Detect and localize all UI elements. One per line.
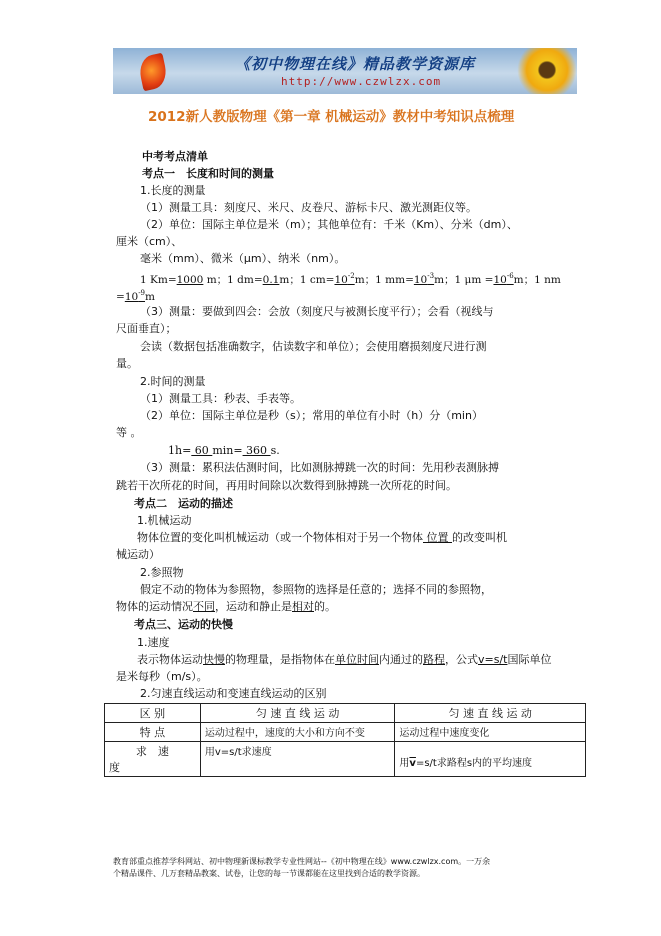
table-cell <box>105 742 201 777</box>
conv-text: m；1 μm = <box>434 274 494 286</box>
table-cell: 运动过程中，速度的大小和方向不变 <box>200 723 395 742</box>
cell-text: 用 <box>399 758 410 769</box>
cell-text: =s/t求路程s内的平均速度 <box>415 758 533 769</box>
time-tools: （1）测量工具：秒表、手表等。 <box>140 392 301 405</box>
speed-keyword: 路程 <box>423 653 445 666</box>
ref-text: ，运动和静止是 <box>215 600 292 613</box>
kp2-sub-reference: 2.参照物 <box>140 566 184 579</box>
conv-text: m；1 mm= <box>354 274 414 286</box>
conv-text: m <box>145 291 155 303</box>
banner-url[interactable]: http://www.czwlzx.com <box>281 75 442 88</box>
kp1-sub-length: 1.长度的测量 <box>140 184 206 197</box>
conv-text: min= <box>212 444 243 457</box>
conv-text: m；1 dm= <box>203 274 263 286</box>
time-conversion <box>168 444 280 458</box>
conv-text: m；1 nm <box>513 274 561 286</box>
conv-value-um: $10^{-6}$ <box>493 272 514 286</box>
conv-text: = <box>116 291 125 303</box>
length-tools: （1）测量工具：刻度尺、米尺、皮卷尺、游标卡尺、激光测距仪等。 <box>140 201 477 214</box>
speed-text: 国际单位 <box>507 653 552 666</box>
kp3-sub-compare: 2.匀速直线运动和变速直线运动的区别 <box>140 687 327 700</box>
conv-text: s. <box>270 444 280 457</box>
kp1-sub-time: 2.时间的测量 <box>140 375 206 388</box>
speed-text: 表示物体运动 <box>137 653 203 666</box>
conv-value-dm: 0.1 <box>262 274 280 286</box>
site-logo-icon <box>137 53 170 92</box>
table-header-row <box>105 704 586 723</box>
length-unit-line3: 毫米（mm）、微米（μm）、纳米（nm）。 <box>140 252 346 265</box>
kp2-heading: 考点二 运动的描述 <box>134 497 233 510</box>
time-measure-line1: （3）测量：累积法估测时间，比如测脉搏跳一次的时间：先用秒表测脉搏 <box>140 461 499 474</box>
speed-text: 内通过的 <box>379 653 423 666</box>
kp3-sub-speed: 1.速度 <box>137 636 170 649</box>
table-header-cell: 区 别 <box>105 704 201 723</box>
conv-value-nm: $10^{-9}$ <box>124 289 146 303</box>
table-row <box>105 723 586 742</box>
conv-text: 1h= <box>168 444 192 457</box>
speed-text: 的物理量，是指物体在 <box>225 653 335 666</box>
table-cell <box>395 742 586 777</box>
length-unit-line2: 厘米（cm）、 <box>116 235 183 248</box>
ref-keyword: 相对 <box>292 600 314 613</box>
ref-text: 物体的运动情况 <box>116 600 193 613</box>
speed-def-line1 <box>137 653 551 667</box>
table-cell: 特 点 <box>105 723 201 742</box>
speed-keyword: 快慢 <box>203 653 225 666</box>
time-unit-line2: 等 。 <box>116 426 142 439</box>
table-cell: 运动过程中速度变化 <box>395 723 586 742</box>
banner-title: 《初中物理在线》精品教学资源库 <box>235 55 476 73</box>
kp3-heading: 考点三、运动的快慢 <box>134 618 233 631</box>
reference-line2 <box>116 600 336 614</box>
def-text: 物体位置的变化叫机械运动（或一个物体相对于另一个物体 <box>137 531 423 544</box>
ref-keyword: 不同 <box>193 600 215 613</box>
conv-value-km: 1000 <box>176 274 204 286</box>
conv-value-hour-min: 60 <box>191 444 213 457</box>
def-keyword: 位置 <box>423 531 452 544</box>
length-measure-line2: 尺面垂直）； <box>116 322 177 335</box>
conv-text: 1 Km= <box>140 274 177 286</box>
section-heading: 中考考点清单 <box>142 150 208 163</box>
conv-value-min-s: 360 <box>242 444 271 457</box>
length-measure-line4: 量。 <box>116 357 138 370</box>
table-row <box>105 742 586 777</box>
time-unit-line1: （2）单位：国际主单位是秒（s）；常用的单位有小时（h）分（min） <box>140 409 483 422</box>
ref-text: 的。 <box>314 600 336 613</box>
length-unit-line1: （2）单位：国际主单位是米（m）；其他单位有：千米（Km）、分米（dm）、 <box>140 218 518 231</box>
table-header-cell: 匀 速 直 线 运 动 <box>395 704 586 723</box>
def-text: 的改变叫机 <box>452 531 507 544</box>
average-speed-symbol: $\overline{v}$ <box>409 758 416 769</box>
time-measure-line2: 跳若干次所花的时间，再用时间除以次数得到脉搏跳一次所花的时间。 <box>116 479 457 492</box>
document-title: 2012新人教版物理《第一章 机械运动》教材中考知识点梳理 <box>148 109 515 125</box>
kp2-sub-mechanical: 1.机械运动 <box>137 514 192 527</box>
speed-def-line2: 是米每秒（m/s）。 <box>116 670 208 683</box>
mechanical-def-line1 <box>137 531 507 545</box>
speed-keyword: 单位时间 <box>335 653 379 666</box>
motion-comparison-table <box>104 703 586 777</box>
conv-text: m；1 cm= <box>279 274 335 286</box>
sunflower-icon <box>517 48 577 94</box>
length-conversion-line2 <box>116 286 155 304</box>
length-measure-line1: （3）测量：要做到四会：会放（刻度尺与被测长度平行）；会看（视线与 <box>140 305 494 318</box>
header-banner <box>113 48 577 94</box>
speed-formula: v=s/t <box>478 653 508 666</box>
conv-value-mm: $10^{-3}$ <box>413 272 435 286</box>
mechanical-def-line2: 械运动） <box>116 548 160 561</box>
footer-line2: 个精品课件、几万套精品教案、试卷，让您的每一节课都能在这里找到合适的教学资源。 <box>113 869 425 878</box>
length-conversion-line1 <box>140 269 561 287</box>
kp1-heading: 考点一 长度和时间的测量 <box>142 167 274 180</box>
table-cell-line: 度 <box>109 761 120 774</box>
reference-line1: 假定不动的物体为参照物，参照物的选择是任意的；选择不同的参照物， <box>140 583 492 596</box>
footer-line1: 教育部重点推荐学科网站、初中物理新课标教学专业性网站--《初中物理在线》www.czwlzx.com。一万余 <box>113 857 491 866</box>
length-measure-line3: 会读（数据包括准确数字，估读数字和单位）；会使用磨损刻度尺进行测 <box>140 340 487 353</box>
conv-value-cm: $10^{-2}$ <box>334 272 355 286</box>
table-cell-line: 求 速 <box>135 745 169 758</box>
table-header-cell: 匀 速 直 线 运 动 <box>200 704 395 723</box>
speed-text: ，公式 <box>445 653 478 666</box>
table-cell: 用v=s/t求速度 <box>200 742 395 777</box>
